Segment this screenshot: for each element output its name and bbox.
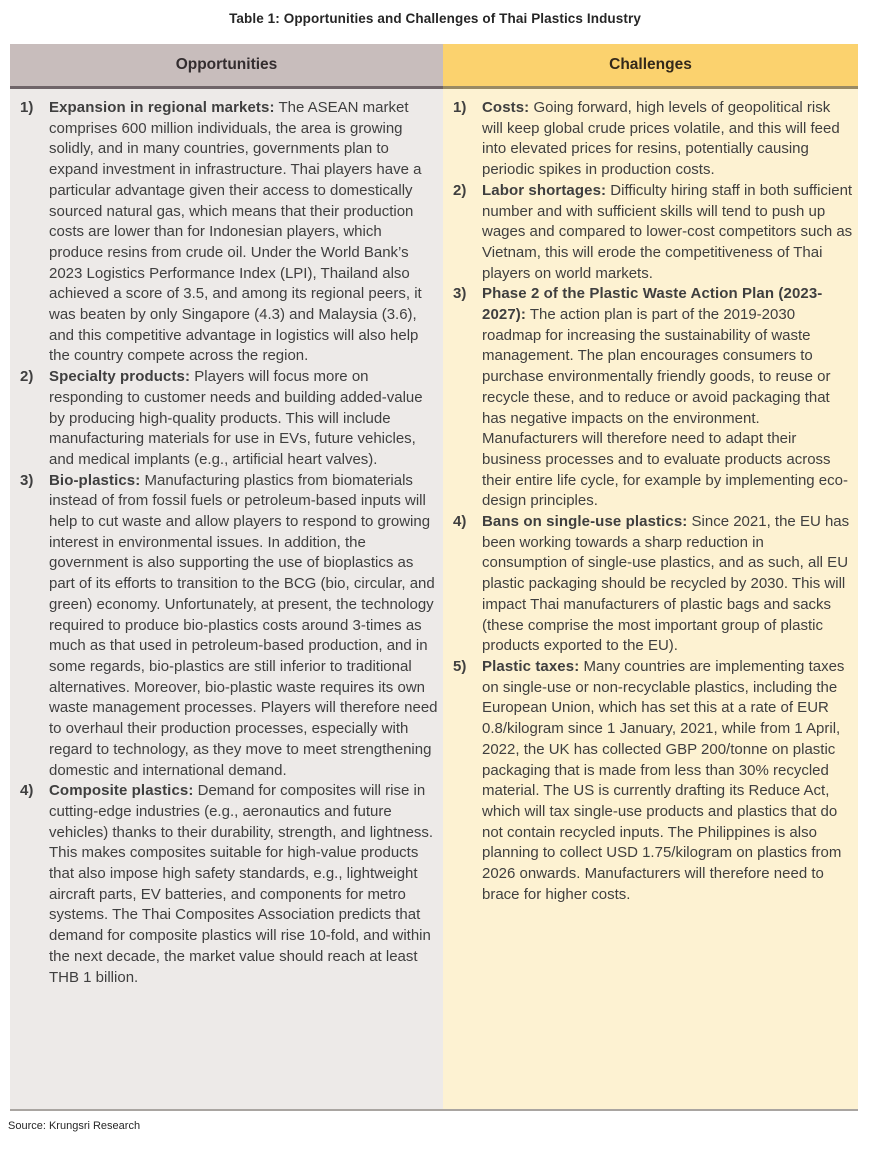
item-text: Plastic taxes: Many countries are implementing taxes on single-use or non-recyclable plastics, including the European Union, which has set this at a rate of EUR 0.8/kilogram since 1 January, 2021, while from 1 April, 2022, the UK has collected GBP 200/tonne on plastic packaging that is made from less than 30% recycled material. The US is currently drafting its Reduce Act, which will tax single-use products and plastics that do not contain recycled inputs. The Philippines is also planning to collect USD 1.75/kilogram on plastics from 2026 onwards. Manufacturers will therefore need to brace for higher costs.: [482, 657, 845, 903]
item-number: 1): [20, 99, 34, 116]
item-number: 1): [453, 99, 467, 116]
item-label: Composite plastics:: [49, 782, 194, 800]
list-item: [20, 471, 438, 782]
item-text: Costs: Going forward, high levels of geopolitical risk will keep global crude prices volatile, and this will feed into elevated prices for resins, potentially causing periodic spikes in production costs.: [482, 99, 840, 179]
item-text: Bio-plastics: Manufacturing plastics from biomaterials instead of from fossil fuels or petroleum-based inputs will help to cut waste and allow players to respond to growing interest in environmental issues. In addition, the government is also supporting the use of bioplastics as part of its efforts to transition to the BCG (bio, circular, and green) economy. Unfortunately, at present, the technology required to produce bio-plastics costs around 3-times as much as that used in petroleum-based production, and in some regards, bio-plastics are still inferior to traditional alternatives. Moreover, bio-plastic waste requires its own waste management processes. Players will therefore need to overhaul their production processes, especially with regard to technology, as they move to meet strengthening domestic and international demand.: [49, 471, 438, 779]
opportunities-header: Opportunities: [10, 44, 443, 89]
item-number: 5): [453, 657, 467, 675]
source-note: Source: Krungsri Research: [8, 1120, 141, 1132]
item-number: 4): [20, 782, 34, 800]
opportunities-challenges-table: [10, 44, 858, 1111]
challenges-header: Challenges: [443, 44, 858, 89]
item-label: Bio-plastics:: [49, 471, 141, 489]
list-item: [453, 284, 853, 512]
item-number: 3): [20, 471, 34, 489]
list-item: [453, 181, 853, 285]
opportunities-list: [10, 89, 443, 1109]
column-opportunities: [10, 44, 443, 1109]
item-label: Specialty products:: [49, 368, 191, 386]
item-number: 4): [453, 513, 467, 531]
item-text: Labor shortages: Difficulty hiring staff in both sufficient number and with sufficient skills will tend to push up wages and compared to lower-cost competitors such as Vietnam, this will erode the competitiveness of Thai players on world markets.: [482, 181, 853, 282]
challenges-list: [443, 89, 858, 1109]
item-label: Labor shortages:: [482, 181, 607, 199]
column-challenges: [443, 44, 858, 1109]
table-title: Table 1: Opportunities and Challenges of Thai Plastics Industry: [229, 11, 641, 26]
item-text: Phase 2 of the Plastic Waste Action Plan (2023-2027): The action plan is part of the 2019-2030 roadmap for increasing the sustainability of waste management. The plan encourages consumers to purchase environmentally friendly goods, to reuse or recycle these, and to reduce or avoid packaging that has negative impacts on the environment. Manufacturers will therefore need to adapt their business processes and to evaluate products across their entire life cycle, for example by implementing eco-design principles.: [482, 285, 848, 510]
item-text: Composite plastics: Demand for composites will rise in cutting-edge industries (e.g., aeronautics and future vehicles) thanks to their durability, strength, and lightness. This makes composites suitable for high-value products that also impose high safety standards, e.g., lightweight aircraft parts, EV batteries, and components for metro systems. The Thai Composites Association predicts that demand for composite plastics will rise 10-fold, and within the next decade, the market value should reach at least THB 1 billion.: [49, 782, 434, 986]
item-label: Plastic taxes:: [482, 657, 580, 675]
item-text: Expansion in regional markets: The ASEAN market comprises 600 million individuals, the area is growing solidly, and in many countries, governments plan to expand investment in infrastructure. Thai players have a particular advantage given their access to domestically sourced natural gas, which means that their production costs are lower than for Indonesian players, which produce resins from crude oil. Under the World Bank’s 2023 Logistics Performance Index (LPI), Thailand also achieved a score of 3.5, and among its regional peers, it was beaten by only Singapore (4.3) and Malaysia (3.6), and this competitive advantage in logistics will also help the country compete across the region.: [49, 99, 422, 365]
list-item: [453, 512, 853, 657]
list-item: [20, 367, 438, 471]
item-label: Expansion in regional markets:: [49, 99, 275, 116]
item-text: Bans on single-use plastics: Since 2021, the EU has been working towards a sharp reduction in consumption of single-use plastics, and as such, all EU plastic packaging should be recycled by 2030. This will impact Thai manufacturers of plastic bags and sacks (these comprise the most important group of plastic products exported to the EU).: [482, 513, 850, 655]
item-label: Costs:: [482, 99, 530, 116]
list-item: [453, 98, 853, 181]
item-number: 3): [453, 285, 467, 303]
list-item: [453, 657, 853, 905]
item-label: Bans on single-use plastics:: [482, 513, 688, 531]
item-label: Phase 2 of the Plastic Waste Action Plan (2023-2027):: [482, 285, 823, 324]
item-number: 2): [20, 368, 34, 386]
list-item: [20, 98, 438, 367]
list-item: [20, 781, 438, 988]
item-text: Specialty products: Players will focus more on responding to customer needs and building added-value by producing high-quality products. This will include manufacturing materials for use in EVs, future vehicles, and medical implants (e.g., artificial heart valves).: [49, 368, 423, 468]
item-number: 2): [453, 181, 467, 199]
